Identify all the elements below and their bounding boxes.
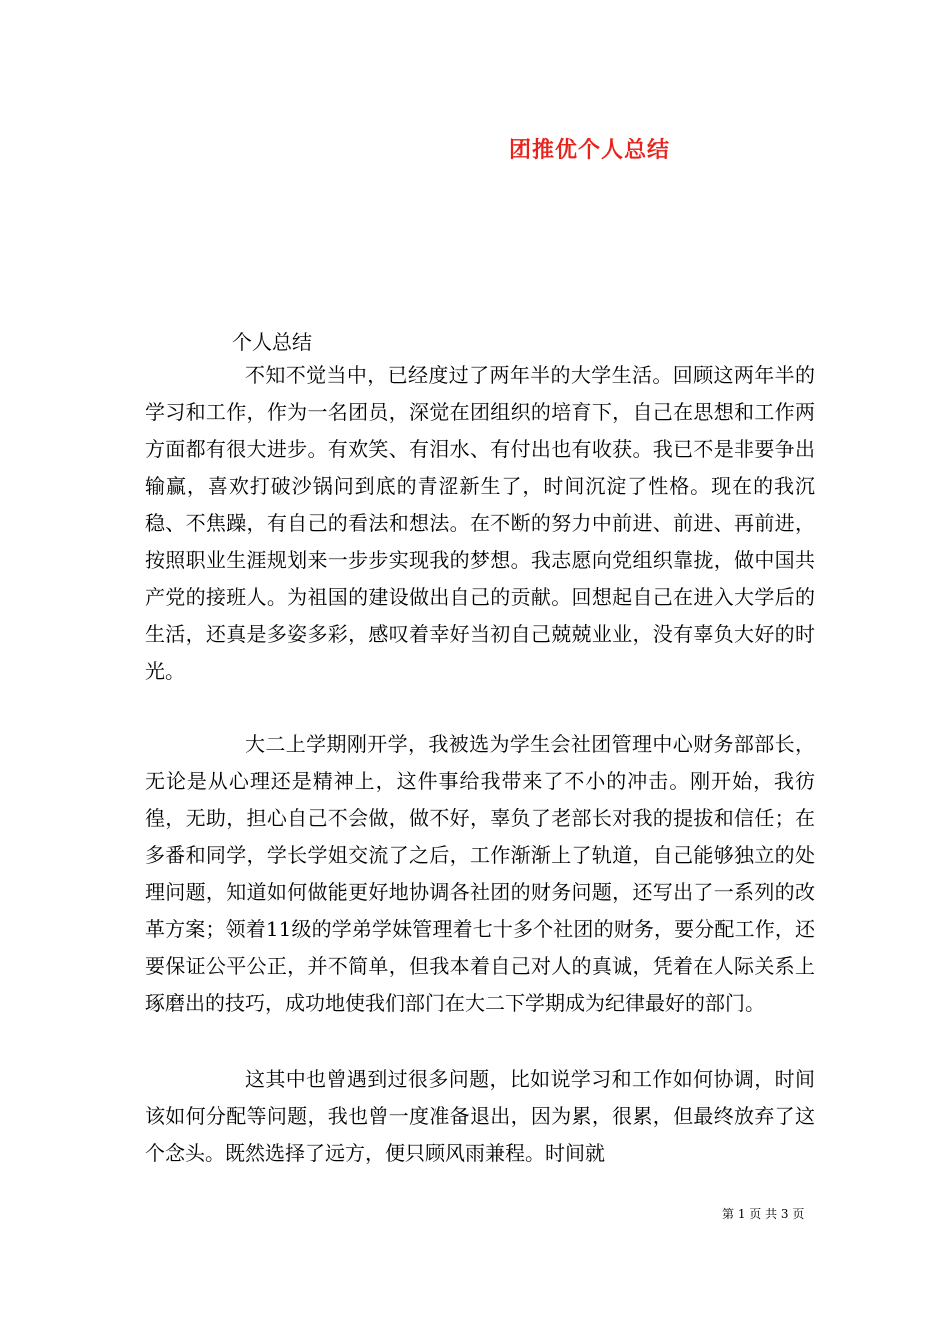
document-title: 团推优个人总结 [509,137,671,163]
paragraph-1 [145,357,815,690]
page-number-footer: 第 1 页 共 3 页 [722,1207,805,1221]
paragraph-3 [145,1061,815,1172]
section-heading: 个人总结 [232,330,312,354]
paragraph-text: 这其中也曾遇到过很多问题，比如说学习和工作如何协调，时间该如何分配等问题，我也曾一度准备退出，因为累，很累，但最终放弃了这个念头。既然选择了远方，便只顾风雨兼程。时间就 [145,1067,815,1165]
paragraph-2 [145,726,815,1022]
paragraph-text: 大二上学期刚开学，我被选为学生会社团管理中心财务部部长，无论是从心理还是精神上，这件事给我带来了不小的冲击。刚开始，我彷徨，无助，担心自己不会做，做不好，辜负了老部长对我的提拔和信任；在多番和同学，学长学姐交流了之后，工作渐渐上了轨道，自己能够独立的处理问题，知道如何做能更好地协调各社团的财务问题，还写出了一系列的改革方案；领着11级的学弟学妹管理着七十多个社团的财务，要分配工作，还要保证公平公正，并不简单，但我本着自己对人的真诚，凭着在人际关系上琢磨出的技巧，成功地使我们部门在大二下学期成为纪律最好的部门。 [145,732,815,1015]
paragraph-text: 不知不觉当中，已经度过了两年半的大学生活。回顾这两年半的学习和工作，作为一名团员，深觉在团组织的培育下，自己在思想和工作两方面都有很大进步。有欢笑、有泪水、有付出也有收获。我已不是非要争出输赢，喜欢打破沙锅问到底的青涩新生了，时间沉淀了性格。现在的我沉稳、不焦躁，有自己的看法和想法。在不断的努力中前进、前进、再前进，按照职业生涯规划来一步步实现我的梦想。我志愿向党组织靠拢，做中国共产党的接班人。为祖国的建设做出自己的贡献。回想起自己在进入大学后的生活，还真是多姿多彩，感叹着幸好当初自己兢兢业业，没有辜负大好的时光。 [145,363,815,683]
